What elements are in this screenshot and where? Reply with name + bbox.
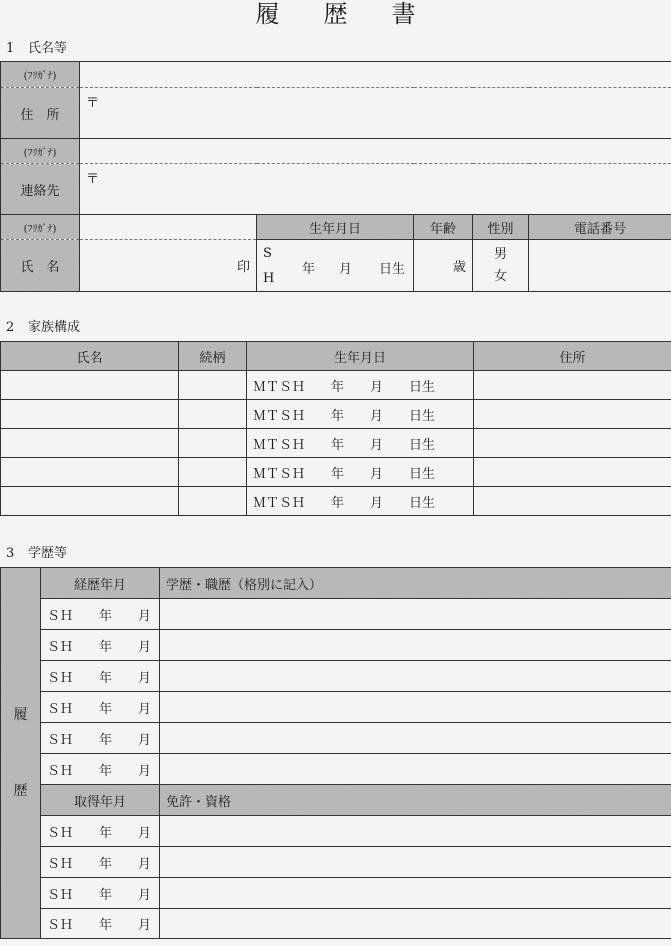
license-field[interactable]: [160, 878, 671, 909]
family-relation-field[interactable]: [179, 458, 247, 487]
table-row: [1, 371, 671, 400]
family-name-header: 氏名: [1, 342, 179, 371]
table-row: [1, 909, 671, 939]
section-number: 2: [6, 320, 15, 335]
family-address-field[interactable]: [474, 371, 671, 400]
family-birthdate-field[interactable]: ＭＴＳＨ 年 月 日生: [247, 429, 474, 458]
table-row: [1, 661, 671, 692]
section-title: 学歴等: [28, 546, 68, 561]
birthdate-header: 生年月日: [257, 215, 414, 240]
family-name-field[interactable]: [1, 487, 179, 516]
side-char: 履: [13, 707, 28, 723]
age-field[interactable]: [414, 240, 473, 292]
history-field[interactable]: [160, 723, 671, 754]
sex-male[interactable]: 男: [493, 246, 507, 262]
family-birthdate-field[interactable]: ＭＴＳＨ 年 月 日生: [247, 487, 474, 516]
postal-mark: 〒: [86, 172, 100, 187]
table-row: [1, 400, 671, 429]
address-furigana-field[interactable]: [80, 62, 671, 88]
family-relation-field[interactable]: [179, 429, 247, 458]
title-char: 履: [255, 0, 280, 28]
family-address-header: 住所: [474, 342, 671, 371]
contact-furigana-field[interactable]: [80, 139, 671, 164]
history-field[interactable]: [160, 599, 671, 630]
furigana-label: (ﾌﾘｶﾞﾅ): [1, 62, 80, 88]
family-birthdate-field[interactable]: ＭＴＳＨ 年 月 日生: [247, 371, 474, 400]
table-row: [1, 429, 671, 458]
family-address-field[interactable]: [474, 400, 671, 429]
family-address-field[interactable]: [474, 429, 671, 458]
table-row: [1, 878, 671, 909]
history-side-label: [1, 568, 41, 939]
section-number: 1: [6, 41, 15, 56]
history-table: [0, 567, 671, 939]
table-row: [1, 487, 671, 516]
age-header: 年齢: [414, 215, 473, 240]
license-date-field[interactable]: ＳＨ 年 月: [41, 847, 160, 878]
section-title: 氏名等: [28, 41, 68, 56]
personal-info-table: [0, 61, 671, 292]
family-birthdate-field[interactable]: ＭＴＳＨ 年 月 日生: [247, 458, 474, 487]
family-name-field[interactable]: [1, 429, 179, 458]
section2-heading: [6, 320, 80, 336]
history-field[interactable]: [160, 661, 671, 692]
family-address-field[interactable]: [474, 487, 671, 516]
license-date-field[interactable]: ＳＨ 年 月: [41, 909, 160, 939]
section-number: 3: [6, 546, 15, 561]
section3-heading: [6, 546, 67, 562]
table-row: [1, 723, 671, 754]
furigana-label: (ﾌﾘｶﾞﾅ): [1, 139, 80, 164]
license-field[interactable]: [160, 816, 671, 847]
history-field[interactable]: [160, 630, 671, 661]
address-field[interactable]: [80, 88, 671, 139]
day-unit: 日生: [379, 261, 406, 277]
history-date-header: 経歴年月: [41, 568, 160, 599]
phone-field[interactable]: [529, 240, 671, 292]
history-field[interactable]: [160, 754, 671, 785]
contact-field[interactable]: [80, 164, 671, 215]
era-s: S: [263, 245, 272, 261]
age-unit: 歳: [452, 260, 466, 275]
table-row: [1, 458, 671, 487]
history-field[interactable]: [160, 692, 671, 723]
family-name-field[interactable]: [1, 458, 179, 487]
month-unit: 月: [339, 261, 353, 277]
family-name-field[interactable]: [1, 371, 179, 400]
family-relation-field[interactable]: [179, 400, 247, 429]
side-char: 歴: [13, 783, 28, 799]
license-date-field[interactable]: ＳＨ 年 月: [41, 878, 160, 909]
section1-heading: [6, 41, 67, 57]
history-date-field[interactable]: ＳＨ 年 月: [41, 661, 160, 692]
family-relation-header: 続柄: [179, 342, 247, 371]
contact-label: 連絡先: [1, 164, 80, 215]
sex-female[interactable]: 女: [493, 268, 507, 284]
family-name-field[interactable]: [1, 400, 179, 429]
birthdate-field[interactable]: [257, 240, 414, 292]
family-relation-field[interactable]: [179, 371, 247, 400]
history-header: 学歴・職歴（格別に記入）: [160, 568, 671, 599]
family-relation-field[interactable]: [179, 487, 247, 516]
license-header: 免許・資格: [160, 785, 671, 816]
title-char: 書: [391, 0, 416, 28]
name-field[interactable]: [80, 240, 257, 292]
section-title: 家族構成: [28, 320, 81, 335]
table-row: [1, 754, 671, 785]
title-char: 歴: [323, 0, 348, 28]
table-row: [1, 599, 671, 630]
history-date-field[interactable]: ＳＨ 年 月: [41, 723, 160, 754]
year-unit: 年: [302, 261, 316, 277]
table-row: [1, 816, 671, 847]
license-date-header: 取得年月: [41, 785, 160, 816]
history-date-field[interactable]: ＳＨ 年 月: [41, 692, 160, 723]
family-birthdate-field[interactable]: ＭＴＳＨ 年 月 日生: [247, 400, 474, 429]
license-date-field[interactable]: ＳＨ 年 月: [41, 816, 160, 847]
history-date-field[interactable]: ＳＨ 年 月: [41, 754, 160, 785]
table-row: [1, 847, 671, 878]
postal-mark: 〒: [86, 96, 100, 111]
furigana-label: (ﾌﾘｶﾞﾅ): [1, 215, 80, 240]
sex-header: 性別: [473, 215, 529, 240]
address-label: 住 所: [1, 88, 80, 139]
seal-mark: 印: [236, 260, 250, 275]
document-title: [0, 0, 671, 28]
name-furigana-field[interactable]: [80, 215, 257, 240]
history-date-field[interactable]: ＳＨ 年 月: [41, 599, 160, 630]
sex-field[interactable]: [473, 240, 529, 292]
family-address-field[interactable]: [474, 458, 671, 487]
family-birthdate-header: 生年月日: [247, 342, 474, 371]
era-h: H: [263, 270, 275, 286]
phone-header: 電話番号: [529, 215, 671, 240]
table-row: [1, 692, 671, 723]
license-field[interactable]: [160, 847, 671, 878]
table-row: [1, 630, 671, 661]
history-date-field[interactable]: ＳＨ 年 月: [41, 630, 160, 661]
name-label: 氏 名: [1, 240, 80, 292]
family-table: [0, 341, 671, 516]
license-field[interactable]: [160, 909, 671, 939]
